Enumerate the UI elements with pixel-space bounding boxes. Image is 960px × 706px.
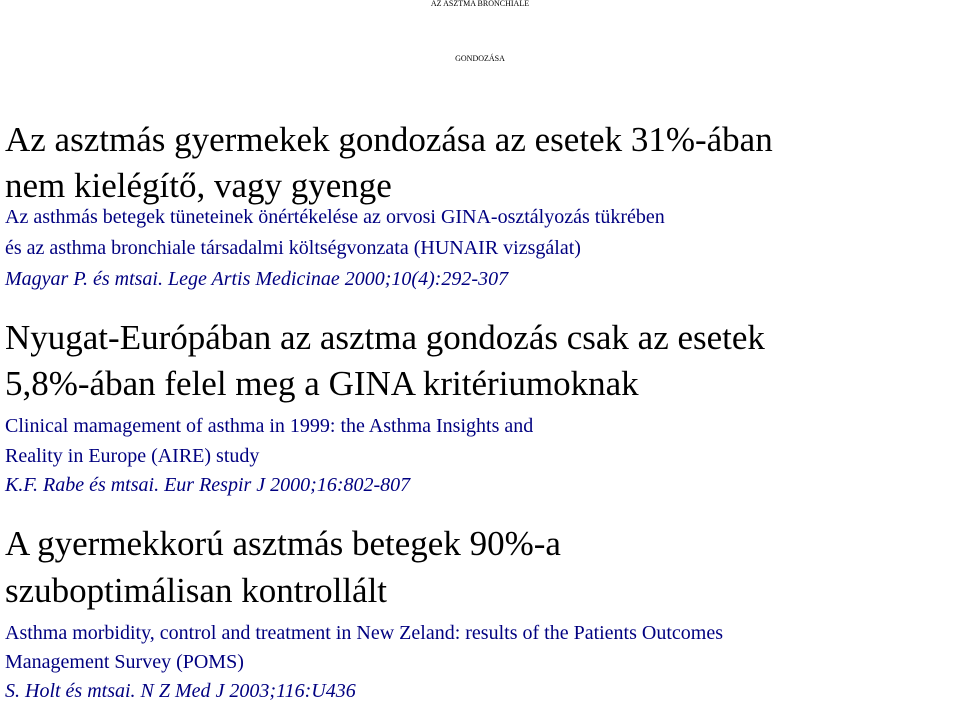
section-1-heading-line-1: Az asztmás gyermekek gondozása az esetek 31%-ában <box>5 120 773 159</box>
section-3-heading-line-1: A gyermekkorú asztmás betegek 90%-a <box>5 524 561 563</box>
section-2-reference-line-1: Clinical mamagement of asthma in 1999: the Asthma Insights and <box>5 415 534 437</box>
title-line-1: AZ ASZTMA BRONCHIALE <box>430 0 530 8</box>
section-1-reference-line-2: és az asthma bronchiale társadalmi költségvonzata (HUNAIR vizsgálat) <box>5 237 581 259</box>
section-3-reference-line-1: Asthma morbidity, control and treatment in New Zeland: results of the Patients Outcomes <box>5 622 723 644</box>
section-1-heading-line-2: nem kielégítő, vagy gyenge <box>5 166 392 205</box>
section-2-heading-line-1: Nyugat-Európában az asztma gondozás csak az esetek <box>5 318 765 357</box>
title-line-2: GONDOZÁSA <box>455 54 505 63</box>
section-2-citation: K.F. Rabe és mtsai. Eur Respir J 2000;16:802-807 <box>5 474 411 496</box>
section-2-heading-line-2: 5,8%-ában felel meg a GINA kritériumoknak <box>5 364 639 403</box>
section-3-reference-line-2: Management Survey (POMS) <box>5 651 244 673</box>
section-2-reference-line-2: Reality in Europe (AIRE) study <box>5 445 260 467</box>
section-1-reference-line-1: Az asthmás betegek tüneteinek önértékelése az orvosi GINA-osztályozás tükrében <box>5 206 665 228</box>
section-3-heading-line-2: szuboptimálisan kontrollált <box>5 571 388 610</box>
section-3-citation: S. Holt és mtsai. N Z Med J 2003;116:U436 <box>5 680 356 702</box>
section-1-citation: Magyar P. és mtsai. Lege Artis Medicinae 2000;10(4):292-307 <box>5 268 509 290</box>
